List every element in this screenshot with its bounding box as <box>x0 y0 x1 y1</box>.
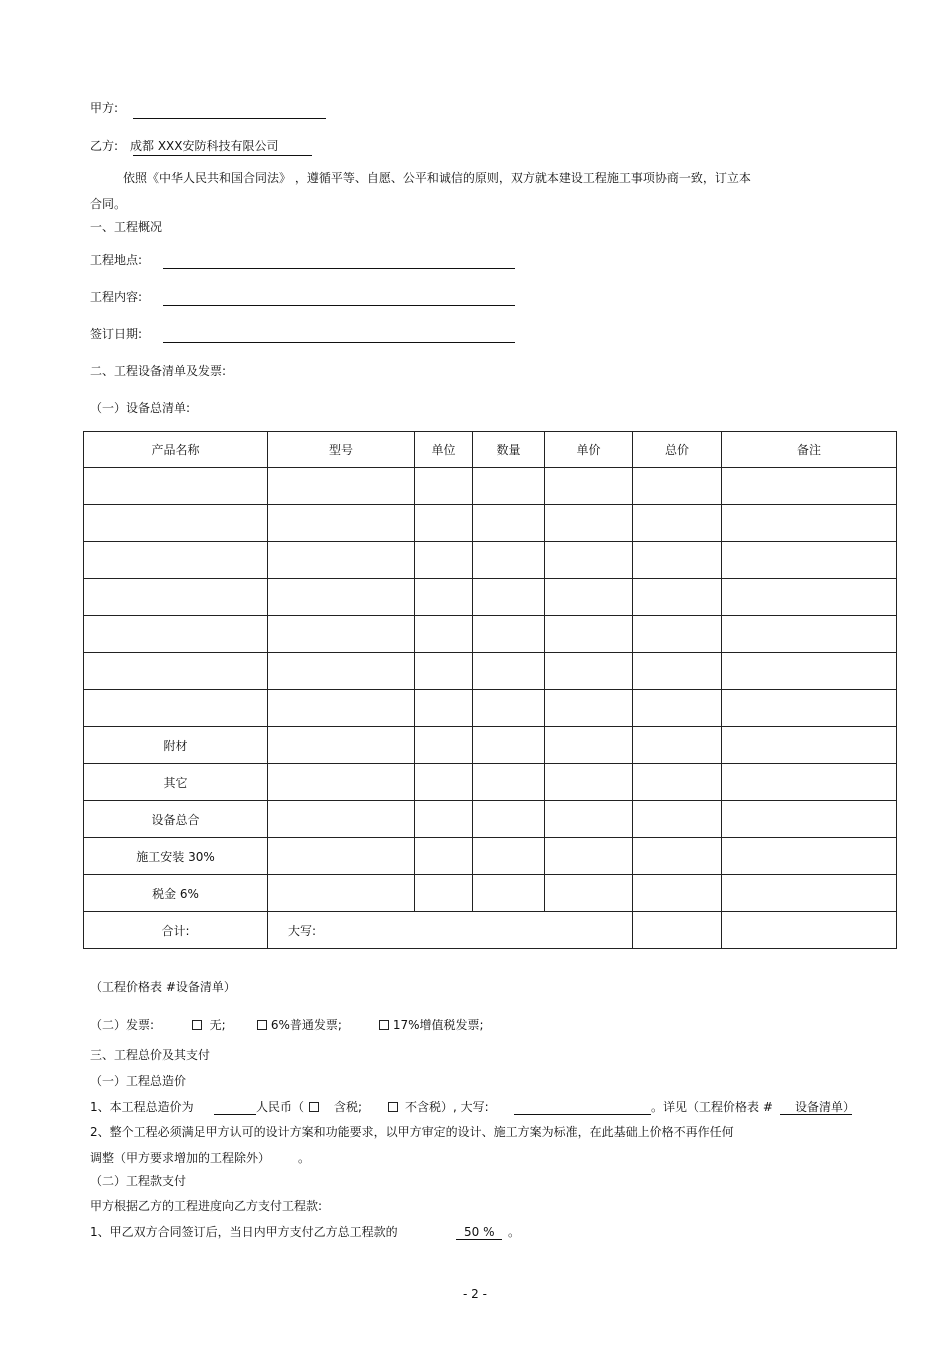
invoice-option-none[interactable]: 无; <box>192 1018 226 1032</box>
location-label: 工程地点: <box>90 253 143 267</box>
section3-title: 三、工程总价及其支付 <box>90 1048 211 1062</box>
invoice-option-17pct[interactable]: 17%增值税发票; <box>379 1018 484 1032</box>
section2-title: 二、工程设备清单及发票: <box>90 364 227 378</box>
header-model: 型号 <box>268 432 415 468</box>
payment-item-end: 。 <box>508 1225 521 1239</box>
party-b-underline <box>133 155 312 156</box>
total-cost-amount-field[interactable] <box>214 1114 256 1115</box>
header-unit-price: 单价 <box>545 432 633 468</box>
intro-line-2: 合同。 <box>90 197 127 211</box>
price-detail-underline <box>780 1114 852 1115</box>
party-b-label: 乙方: <box>90 139 119 153</box>
equipment-list-title: （一）设备总清单: <box>90 401 191 415</box>
payment-title: （二）工程款支付 <box>90 1174 187 1188</box>
table-row <box>84 653 897 690</box>
intro-line-1: 依照《中华人民共和国合同法》 ，遵循平等、自愿、公平和诚信的原则，双方就本建设工程施工事项协商一致，订立本 <box>123 171 751 185</box>
invoice-option-6pct[interactable]: 6%普通发票; <box>257 1018 342 1032</box>
row-label-tax: 税金 6% <box>84 875 268 912</box>
price-detail-ref: 。详见（工程价格表 # <box>651 1100 773 1114</box>
table-row-equipment-total <box>84 801 897 838</box>
table-row <box>84 542 897 579</box>
table-row-other <box>84 764 897 801</box>
content-field[interactable] <box>163 305 515 306</box>
row-label-equipment-total: 设备总合 <box>84 801 268 838</box>
payment-intro: 甲方根据乙方的工程进度向乙方支付工程款: <box>90 1199 323 1213</box>
party-a-label: 甲方: <box>90 101 119 115</box>
table-row <box>84 690 897 727</box>
total-cost-prefix: 1、本工程总造价为 <box>90 1100 194 1114</box>
invoice-label: （二）发票: <box>90 1018 155 1032</box>
checkbox-icon[interactable] <box>309 1102 319 1112</box>
row-label-total: 合计: <box>84 912 268 949</box>
table-row-accessories <box>84 727 897 764</box>
header-quantity: 数量 <box>473 432 545 468</box>
capital-amount-field[interactable] <box>514 1114 651 1115</box>
party-a-field[interactable] <box>133 118 326 119</box>
header-unit: 单位 <box>415 432 473 468</box>
content-label: 工程内容: <box>90 290 143 304</box>
row-label-installation: 施工安装 30% <box>84 838 268 875</box>
payment-item-1: 1、甲乙双方合同签订后，当日内甲方支付乙方总工程款的 <box>90 1225 398 1239</box>
header-product-name: 产品名称 <box>84 432 268 468</box>
checkbox-icon[interactable] <box>379 1020 389 1030</box>
tax-excluded-label: 不含税）, 大写: <box>405 1100 489 1114</box>
table-row-tax <box>84 875 897 912</box>
item2-end: 。 <box>298 1151 311 1165</box>
row-label-other: 其它 <box>84 764 268 801</box>
total-cost-title: （一）工程总造价 <box>90 1074 187 1088</box>
checkbox-icon[interactable] <box>257 1020 267 1030</box>
row-label-accessories: 附材 <box>84 727 268 764</box>
header-remarks: 备注 <box>722 432 897 468</box>
checkbox-icon[interactable] <box>388 1102 398 1112</box>
total-capital-cell[interactable] <box>268 912 633 949</box>
price-detail-link: 设备清单） <box>795 1100 856 1114</box>
payment-percent-underline <box>456 1239 502 1240</box>
equipment-table <box>83 431 897 949</box>
table-row <box>84 468 897 505</box>
header-total-price: 总价 <box>633 432 722 468</box>
page-number: - 2 - <box>463 1287 487 1301</box>
table-header-row <box>84 432 897 468</box>
table-row-installation <box>84 838 897 875</box>
total-capital-label: 大写: <box>288 923 317 938</box>
tax-included-label: 含税; <box>334 1100 363 1114</box>
checkbox-icon[interactable] <box>192 1020 202 1030</box>
item2-line-2: 调整（甲方要求增加的工程除外） <box>90 1151 271 1165</box>
item2-line-1: 2、整个工程必须满足甲方认可的设计方案和功能要求，以甲方审定的设计、施工方案为标准，在此基础上价格不再作任何 <box>90 1125 734 1139</box>
location-field[interactable] <box>163 268 515 269</box>
table-row-total <box>84 912 897 949</box>
date-label: 签订日期: <box>90 327 143 341</box>
table-row <box>84 616 897 653</box>
section1-title: 一、工程概况 <box>90 220 163 234</box>
table-note: （工程价格表 #设备清单） <box>90 980 236 994</box>
party-b-value: 成都 XXX安防科技有限公司 <box>130 139 279 153</box>
currency-label: 人民币（ <box>256 1100 305 1114</box>
table-row <box>84 579 897 616</box>
payment-percent: 50 % <box>464 1225 495 1239</box>
date-field[interactable] <box>163 342 515 343</box>
table-row <box>84 505 897 542</box>
